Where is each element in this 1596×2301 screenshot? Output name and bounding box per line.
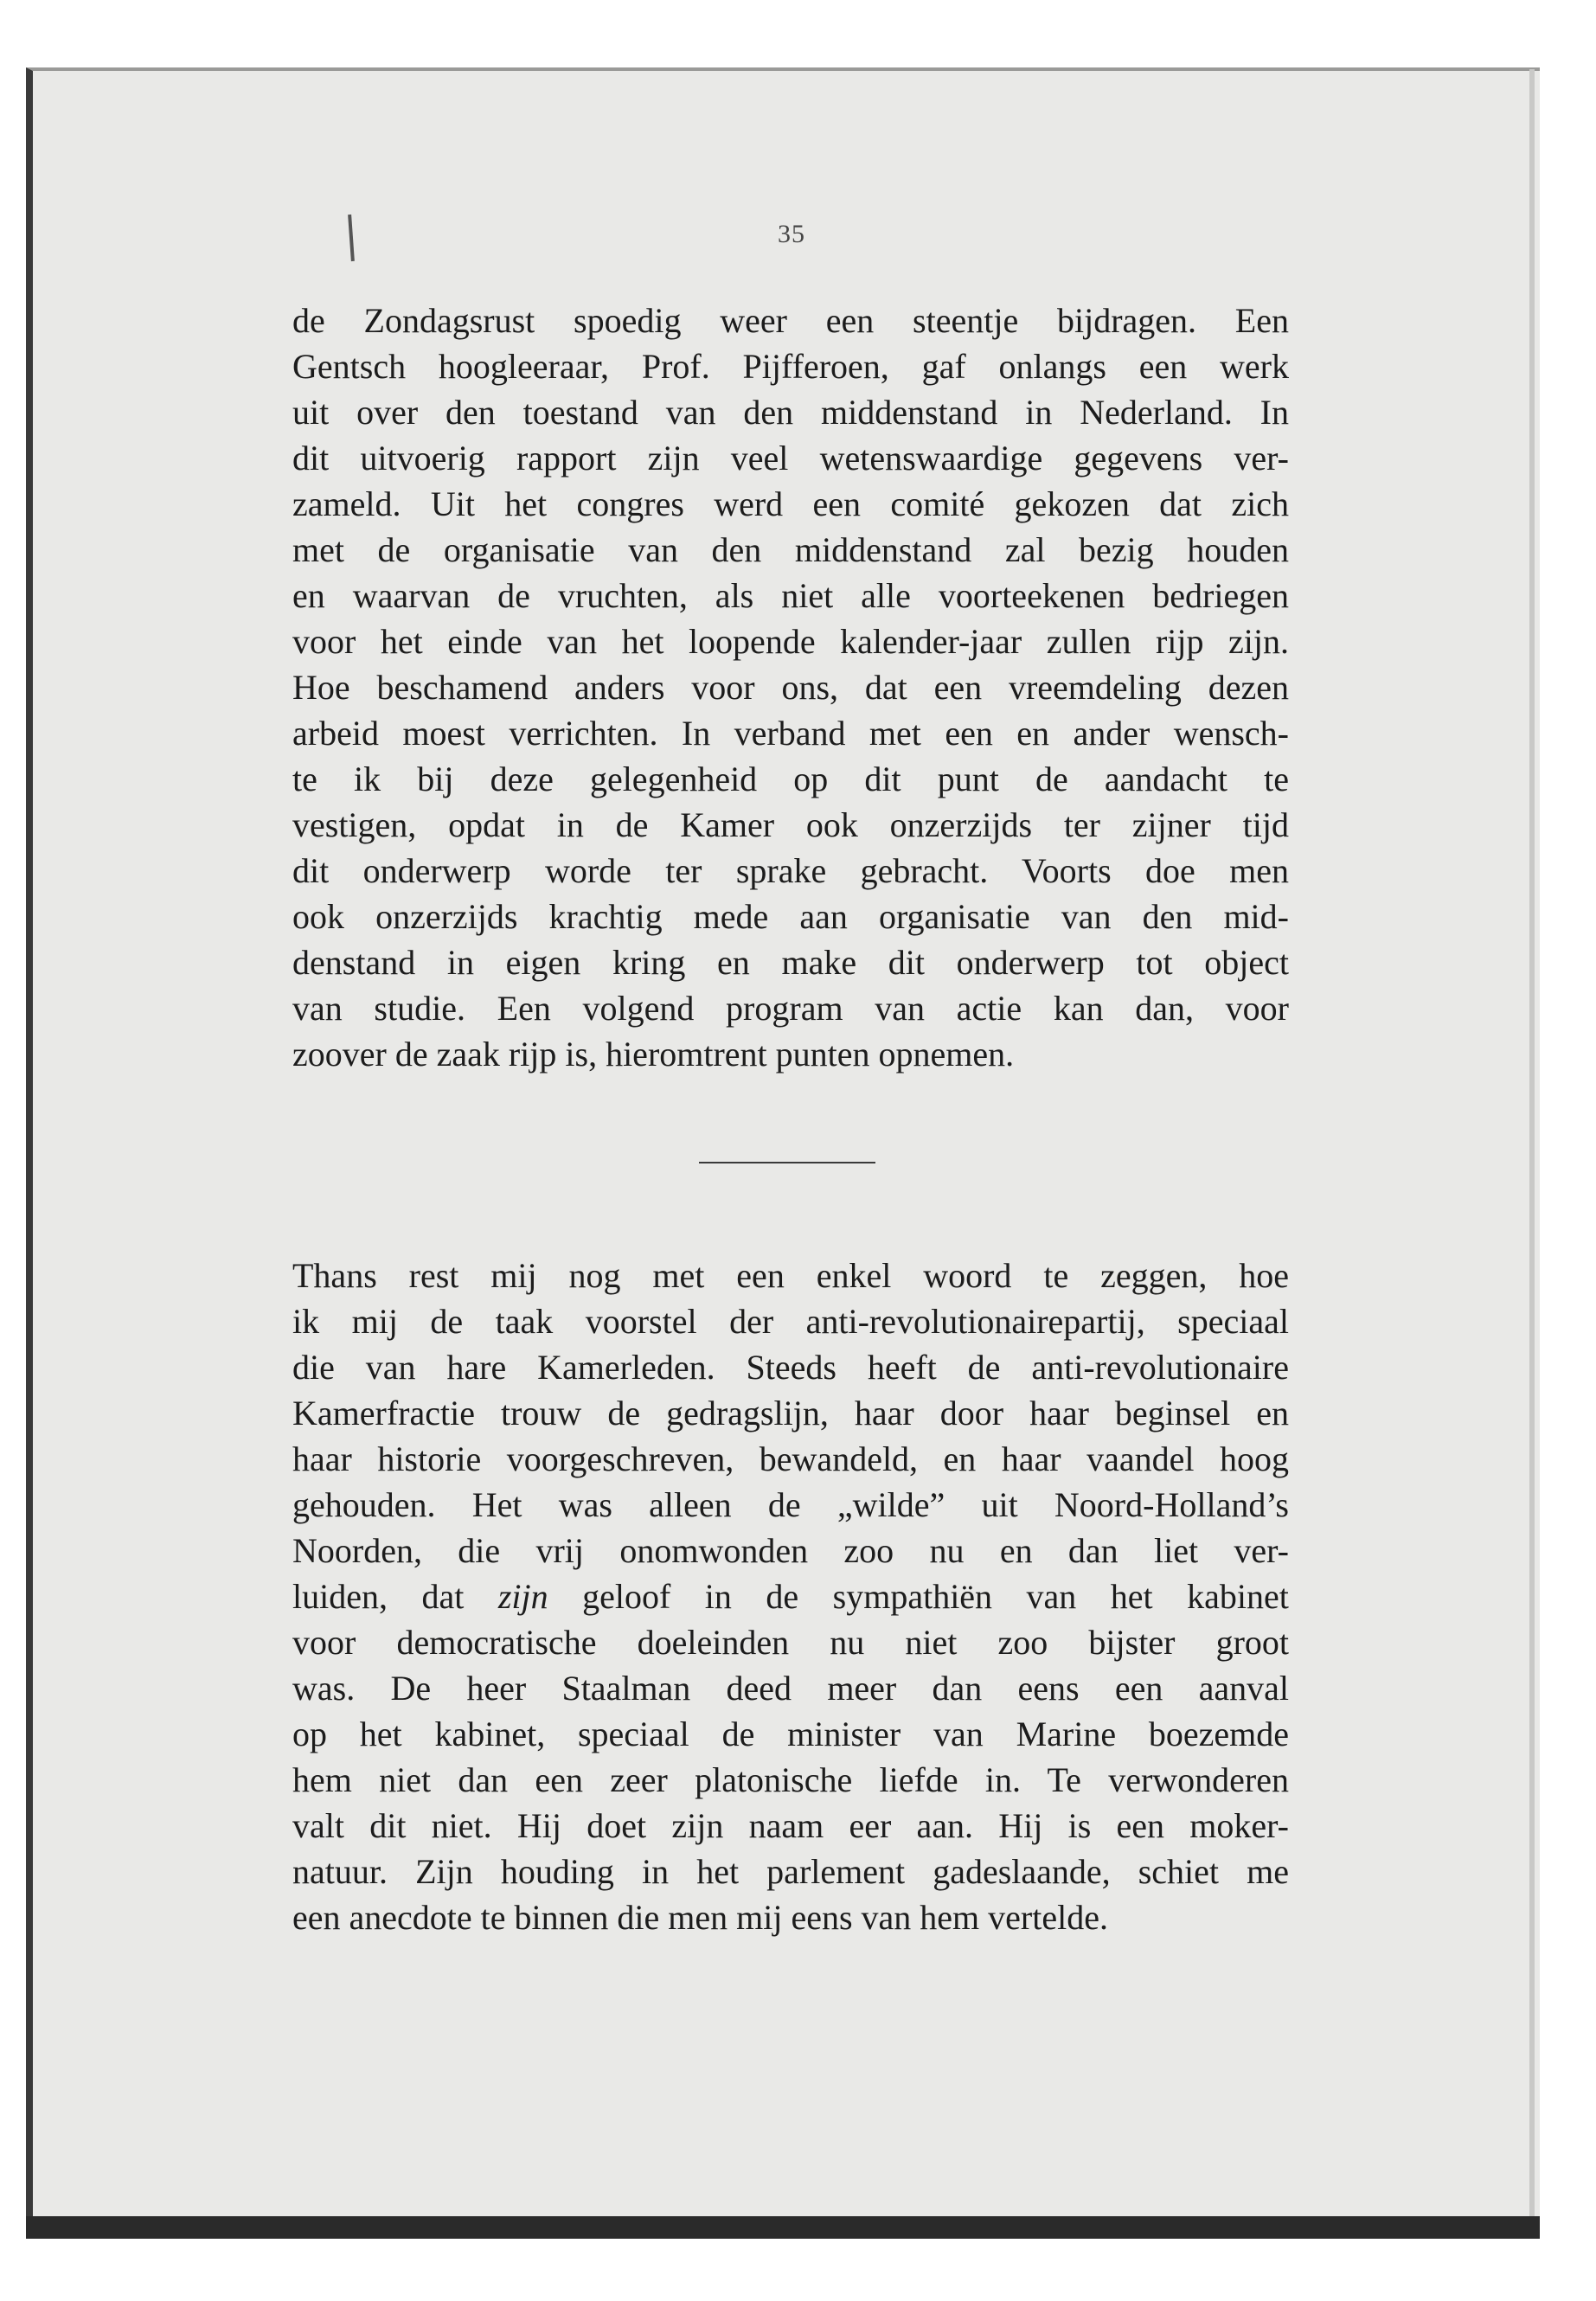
text-line: valt dit niet. Hij doet zijn naam eer aan. Hij is een moker- (292, 1806, 1289, 1845)
text-line: de Zondagsrust spoedig weer een steentje bijdragen. Een (292, 301, 1289, 340)
word: geloof (582, 1577, 671, 1616)
paragraph-2 (292, 1253, 1289, 1940)
text-line: voor democratische doeleinden nu niet zoo bijster groot (292, 1623, 1289, 1662)
text-line: die van hare Kamerleden. Steeds heeft de anti-revolutionaire (292, 1348, 1289, 1387)
text-line: arbeid moest verrichten. In verband met een en ander wensch- (292, 714, 1289, 753)
word: de (766, 1577, 799, 1616)
text-line: denstand in eigen kring en make dit onderwerp tot object (292, 943, 1289, 982)
text-line: op het kabinet, speciaal de minister van Marine boezemde (292, 1715, 1289, 1753)
text-line: met de organisatie van den middenstand zal bezig houden (292, 530, 1289, 569)
page-number: 35 (778, 220, 805, 248)
text-line: was. De heer Staalman deed meer dan eens een aanval (292, 1669, 1289, 1708)
word: sympathiën (832, 1577, 993, 1616)
text-line: haar historie voorgeschreven, bewandeld, en haar vaandel hoog (292, 1439, 1289, 1478)
text-line: voor het einde van het loopende kalender-jaar zullen rijp zijn. (292, 622, 1289, 661)
section-separator (699, 1162, 875, 1163)
word: dat (421, 1577, 465, 1616)
text-line: zameld. Uit het congres werd een comité gekozen dat zich (292, 484, 1289, 523)
text-line: ik mij de taak voorstel der anti-revolutionairepartij, speciaal (292, 1302, 1289, 1341)
word: kabinet (1187, 1577, 1289, 1616)
word: in (704, 1577, 732, 1616)
text-line: Gentsch hoogleeraar, Prof. Pijfferoen, gaf onlangs een werk (292, 347, 1289, 386)
text-line: natuur. Zijn houding in het parlement gadeslaande, schiet me (292, 1852, 1289, 1891)
word: luiden, (292, 1577, 388, 1616)
text-line: Kamerfractie trouw de gedragslijn, haar door haar beginsel en (292, 1394, 1289, 1433)
word: het (1110, 1577, 1153, 1616)
text-line: en waarvan de vruchten, als niet alle voorteekenen bedriegen (292, 576, 1289, 615)
text-line: gehouden. Het was alleen de „wilde” uit Noord-Holland’s (292, 1485, 1289, 1524)
text-line: zoover de zaak rijp is, hieromtrent punten opnemen. (292, 1035, 1015, 1074)
text-line: van studie. Een volgend program van actie kan dan, voor (292, 989, 1289, 1028)
text-line: dit onderwerp worde ter sprake gebracht. Voorts doe men (292, 851, 1289, 890)
text-line: uit over den toestand van den middenstand in Nederland. In (292, 393, 1289, 432)
text-line: Hoe beschamend anders voor ons, dat een vreemdeling dezen (292, 668, 1289, 707)
text-line: vestigen, opdat in de Kamer ook onzerzijds ter zijner tijd (292, 805, 1289, 844)
text-line: hem niet dan een zeer platonische liefde in. Te verwonderen (292, 1760, 1289, 1799)
italic-word: zijn (497, 1577, 548, 1616)
text-line: ook onzerzijds krachtig mede aan organisatie van den mid- (292, 897, 1289, 936)
text-line: een anecdote te binnen die men mij eens van hem vertelde. (292, 1898, 1108, 1937)
text-line-with-italic (292, 1574, 1289, 1619)
paragraph-1 (292, 298, 1289, 1077)
page-fold-shadow (1529, 69, 1535, 2223)
text-line: Thans rest mij nog met een enkel woord te zeggen, hoe (292, 1256, 1289, 1295)
text-line: dit uitvoerig rapport zijn veel wetenswaardige gegevens ver- (292, 439, 1289, 478)
word: van (1026, 1577, 1077, 1616)
text-line: Noorden, die vrij onomwonden zoo nu en dan liet ver- (292, 1531, 1289, 1570)
text-line: te ik bij deze gelegenheid op dit punt de aandacht te (292, 760, 1289, 798)
scan-bottom-edge (26, 2216, 1540, 2239)
